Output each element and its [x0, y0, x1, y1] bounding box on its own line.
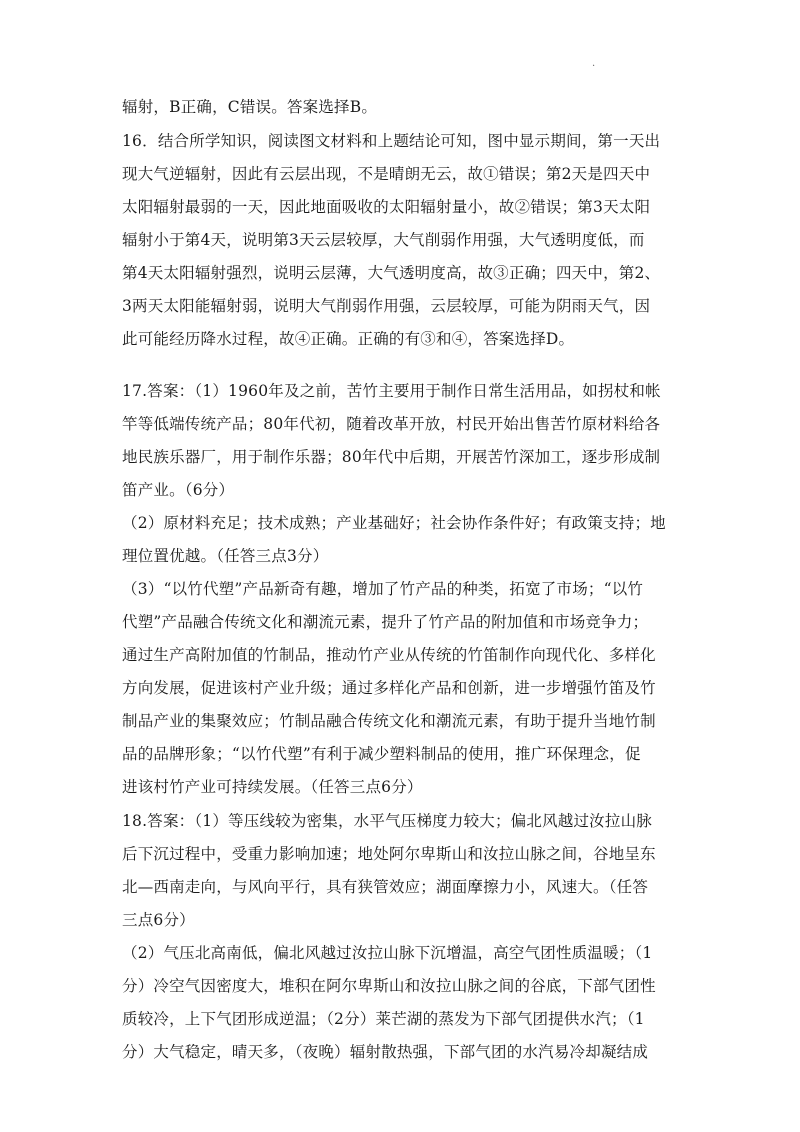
text-line: 地民族乐器厂，用于制作乐器；80年代中后期，开展苦竹深加工，逐步形成制 [122, 448, 661, 466]
text-line: 质较冷，上下气团形成逆温；（2分）莱芒湖的蒸发为下部气团提供水汽；（1 [122, 1010, 645, 1028]
text-line: 17.答案：（1）1960年及之前，苦竹主要用于制作日常生活用品，如拐杖和帐 [122, 382, 661, 400]
text-line: 此可能经历降水过程，故④正确。正确的有③和④，答案选择D。 [122, 330, 575, 348]
text-line: 辐射，B正确，C错误。答案选择B。 [122, 98, 378, 116]
text-line: 竿等低端传统产品；80年代初，随着改革开放，村民开始出售苦竹原材料给各 [122, 415, 661, 433]
text-line: 现大气逆辐射，因此有云层出现，不是晴朗无云，故①错误；第2天是四天中 [122, 165, 651, 183]
text-line: （2）原材料充足；技术成熟；产业基础好；社会协作条件好；有政策支持；地 [122, 514, 666, 532]
text-line: （3）“以竹代塑”产品新奇有趣，增加了竹产品的种类，拓宽了市场；“以竹 [122, 580, 644, 598]
text-line: 第4天太阳辐射强烈，说明云层薄，大气透明度高，故③正确；四天中，第2、 [122, 264, 661, 282]
text-line: 辐射小于第4天，说明第3天云层较厚，大气削弱作用强，大气透明度低，而 [122, 231, 645, 249]
text-line: 进该村竹产业可持续发展。（任答三点6分） [122, 778, 423, 796]
text-line: 后下沉过程中，受重力影响加速；地处阿尔卑斯山和汝拉山脉之间，谷地呈东 [122, 845, 656, 863]
text-line: 3两天太阳能辐射弱，说明大气削弱作用强，云层较厚，可能为阴雨天气，因 [122, 297, 651, 315]
text-line: 方向发展，促进该村产业升级；通过多样化产品和创新，进一步增强竹笛及竹 [122, 679, 656, 697]
text-line: 通过生产高附加值的竹制品，推动竹产业从传统的竹笛制作向现代化、多样化 [122, 646, 656, 664]
text-line: 三点6分） [122, 911, 195, 929]
text-line: 16．结合所学知识，阅读图文材料和上题结论可知，图中显示期间，第一天出 [122, 132, 661, 150]
text-line: 分）冷空气因密度大，堆积在阿尔卑斯山和汝拉山脉之间的谷底，下部气团性 [122, 977, 656, 995]
text-line: 品的品牌形象；“以竹代塑”有利于减少塑料制品的使用，推广环保理念，促 [122, 745, 641, 763]
text-line: 制品产业的集聚效应；竹制品融合传统文化和潮流元素，有助于提升当地竹制 [122, 712, 656, 730]
text-line: 理位置优越。（任答三点3分） [122, 547, 329, 565]
text-line: 分）大气稳定，晴天多，（夜晚）辐射散热强，下部气团的水汽易冷却凝结成 [122, 1043, 649, 1061]
text-line: 18.答案：（1）等压线较为密集，水平气压梯度力较大；偏北风越过汝拉山脉 [122, 812, 652, 830]
text-line: 北—西南走向，与风向平行，具有狭管效应；湖面摩擦力小，风速大。（任答 [122, 878, 649, 896]
corner-mark: . [592, 58, 596, 69]
text-line: 代塑”产品融合传统文化和潮流元素，提升了竹产品的附加值和市场竞争力； [122, 613, 649, 631]
text-line: （2）气压北高南低，偏北风越过汝拉山脉下沉增温，高空气团性质温暖；（1 [122, 944, 653, 962]
text-line: 太阳辐射最弱的一天，因此地面吸收的太阳辐射量小，故②错误；第3天太阳 [122, 198, 651, 216]
text-line: 笛产业。（6分） [122, 481, 235, 499]
